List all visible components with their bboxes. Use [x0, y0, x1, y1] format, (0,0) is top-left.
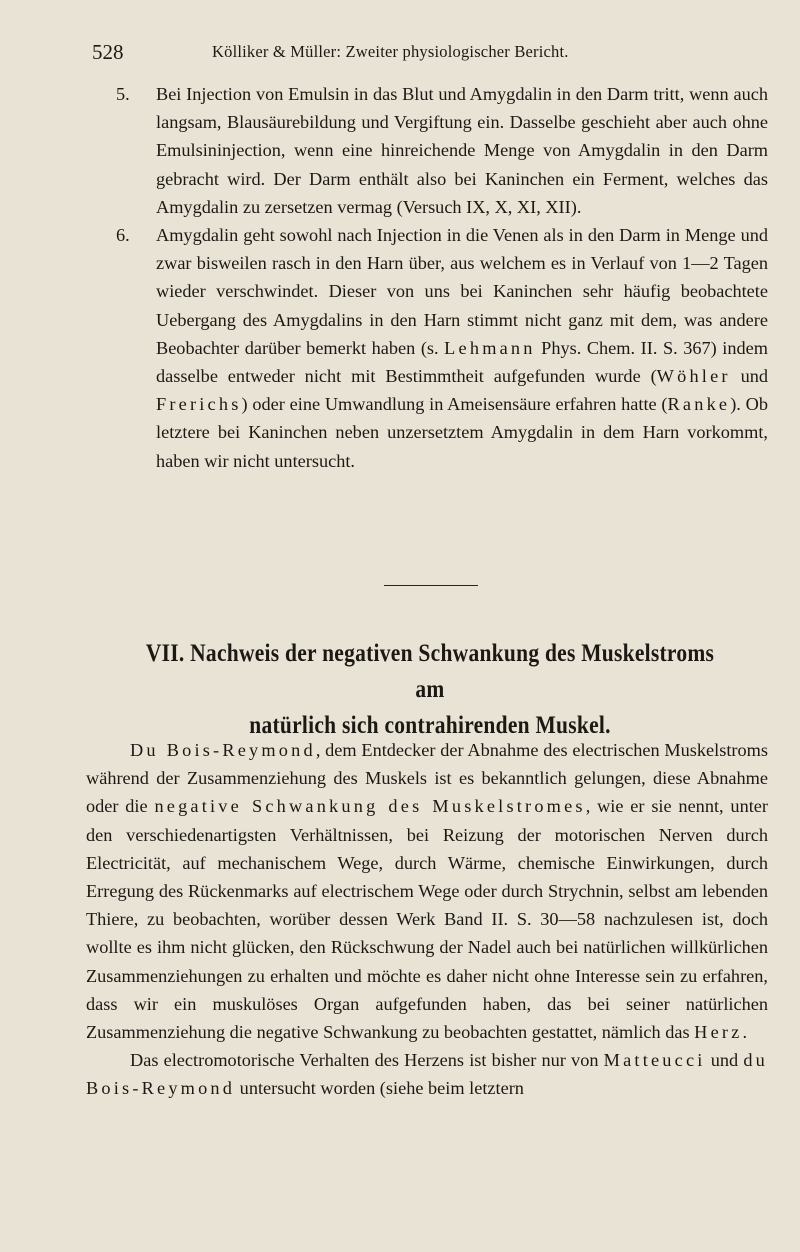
- text-run: ) oder eine Umwandlung in Ameisensäure erfahren hatte (: [241, 394, 668, 415]
- text-run: .: [742, 1022, 748, 1043]
- text-run: Das electromotorische Verhalten des Herzens ist bisher nur von: [130, 1050, 604, 1071]
- running-head: Kölliker & Müller: Zweiter physiologischer Bericht.: [212, 42, 569, 61]
- paragraph: [86, 1046, 768, 1102]
- text-run: , wie er sie nennt, unter den verschiedenartigsten Verhältnissen, bei Reizung der motorischen Nerven durch Electricität, auf mechanischem Wege, durch Wärme, chemische Einwirkungen, durch Erregung des Rückenmarks auf electrischem Wege oder durch Strychnin, selbst am lebenden Thiere, zu beobachten, worüber dessen Werk Band II. S. 30—58 nachzulesen ist, doch wollte es ihm nicht glücken, den Rückschwung der Nadel auch bei natürlichen willkürlichen Zusammenziehungen zu erhalten und möchte es daher nicht ohne Interesse sein zu erfahren, dass wir ein muskulöses Organ aufgefunden haben, das bei seiner natürlichen Zusammenziehung die negative Schwankung zu beobachten gestattet, nämlich das: [86, 796, 768, 1043]
- author-name: Du Bois-Reymond: [130, 740, 316, 760]
- author-name: Frerichs: [156, 394, 242, 415]
- text-run: , dem Entdecker der Abnahme des electrischen Muskelstroms während der Zusammenziehung des Muskels ist es bekanntlich gelungen, diese Abnahme oder die: [86, 740, 768, 817]
- section-body: [86, 736, 768, 1103]
- list-item: [116, 80, 768, 221]
- emphasis-text: Herz: [694, 1022, 743, 1043]
- text-run: und: [730, 366, 768, 387]
- page-header: [92, 36, 768, 68]
- author-name: du Bois-Reymond: [86, 1050, 769, 1099]
- section-heading-line: VII. Nachweis der negativen Schwankung des Muskelstroms am: [145, 640, 715, 703]
- section-divider: [384, 585, 478, 586]
- list-item-text: Bei Injection von Emulsin in das Blut und Amygdalin in den Darm tritt, wenn auch langsam, Blausäurebildung und Vergiftung ein. Dasselbe geschieht aber auch ohne Emulsininjection, wenn eine hinreichende Menge von Amygdalin in den Darm gebracht wird. Der Darm enthält also bei Kaninchen ein Ferment, welches das Amygdalin zu zersetzen vermag (Versuch IX, X, XI, XII).: [156, 84, 768, 217]
- text-run: untersucht worden (siehe beim letztern: [235, 1078, 524, 1099]
- list-item-text: [156, 225, 768, 471]
- text-run: und: [705, 1050, 744, 1071]
- conclusions-list: [116, 80, 768, 475]
- author-name: Ranke: [667, 394, 731, 415]
- list-item: [116, 221, 768, 475]
- paragraph: [86, 736, 768, 1046]
- list-item-number: 5.: [116, 84, 130, 104]
- list-item-number: 6.: [116, 225, 130, 246]
- emphasis-text: negative Schwankung des Muskelstromes: [154, 796, 586, 817]
- text-run: Amygdalin geht sowohl nach Injection in die Venen als in den Darm in Menge und zwar bisweilen rasch in den Harn über, aus welchem es in Verlauf von 1—2 Tagen wieder verschwindet. Dieser von uns bei Kaninchen sehr häufig beobachtete Uebergang des Amygdalins in den Harn stimmt nicht ganz mit dem, was andere Beobachter darüber bemerkt haben (s.: [156, 225, 768, 358]
- text-run: Phys. Chem. II. S. 367) indem dasselbe entweder nicht mit Bestimmtheit aufgefunden wurde (: [156, 337, 768, 387]
- section-heading: [136, 636, 724, 744]
- text-run: ). Ob letztere bei Kaninchen neben unzersetztem Amygdalin in dem Harn vorkommt, haben wir nicht untersucht.: [156, 394, 768, 471]
- page-number: 528: [92, 40, 124, 64]
- author-name: Matteucci: [603, 1050, 706, 1071]
- author-name: Lehmann: [444, 337, 536, 358]
- section-heading-line: natürlich sich contrahirenden Muskel.: [249, 712, 611, 739]
- author-name: Wöhler: [656, 366, 731, 387]
